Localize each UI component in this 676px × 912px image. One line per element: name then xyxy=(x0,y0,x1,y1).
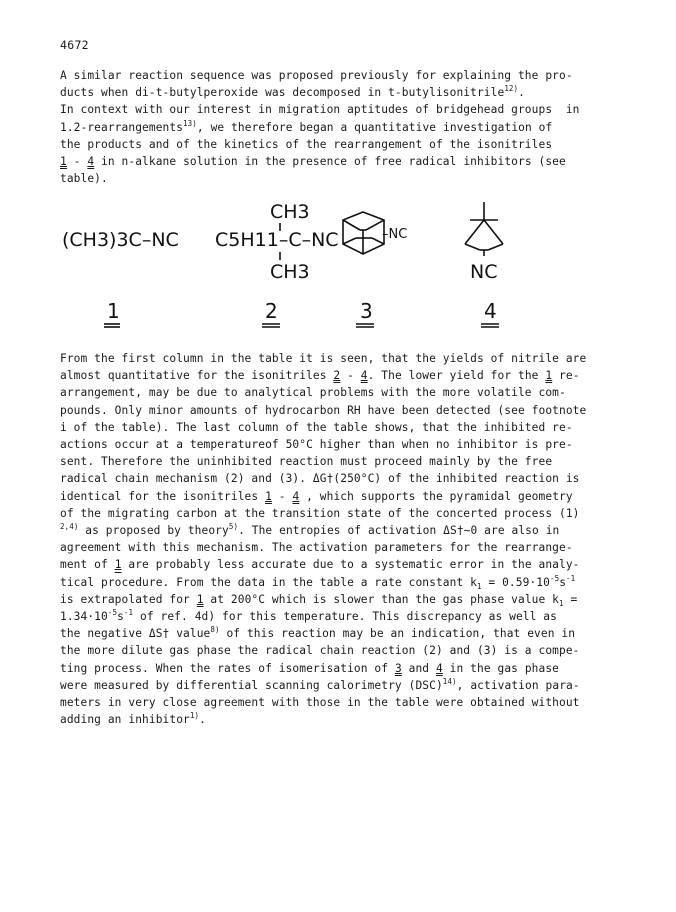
text-fragment: adding an inhibitor xyxy=(60,713,190,727)
text-fragment: ducts when di-t-butylperoxide was decomposed in t-butylisonitrile xyxy=(60,86,505,100)
text-line: actions occur at a temperatureof 50°C higher than when no inhibitor is pre- xyxy=(60,438,573,452)
compound-number: 3 xyxy=(394,661,402,675)
text-line xyxy=(60,556,626,573)
compound-number: 2 xyxy=(333,369,341,383)
structure-2-number: 2 xyxy=(265,299,278,323)
compound-number: 1 xyxy=(114,558,122,572)
text-fragment: = 0.59·10 xyxy=(481,575,550,589)
text-line: sent. Therefore the uninhibited reaction must proceed mainly by the free xyxy=(60,455,553,469)
paragraph-discussion xyxy=(60,350,626,728)
structure-3-number: 3 xyxy=(360,299,373,323)
compound-number: 4 xyxy=(87,155,95,169)
text-fragment: and xyxy=(401,661,436,675)
text-line: meters in very close agreement with those in the table were obtained without xyxy=(60,696,580,710)
text-fragment: in n-alkane solution in the presence of free radical inhibitors (see xyxy=(94,155,566,169)
structure-3-nc-label: –NC xyxy=(382,227,408,242)
text-fragment: , we therefore began a quantitative investigation of xyxy=(196,120,553,134)
text-fragment: ting process. When the rates of isomerisation of xyxy=(60,661,395,675)
text-line xyxy=(60,711,626,728)
text-fragment: almost quantitative for the isonitriles xyxy=(60,369,334,383)
text-line xyxy=(60,574,626,591)
structures-drawing xyxy=(60,190,626,340)
text-line: In context with our interest in migration aptitudes of bridgehead groups in xyxy=(60,103,580,117)
compound-number: 4 xyxy=(360,369,368,383)
text-fragment: identical for the isonitriles xyxy=(60,489,266,503)
text-fragment: - xyxy=(340,369,361,383)
text-fragment: , which supports the pyramidal geometry xyxy=(299,489,573,503)
text-line xyxy=(60,660,626,677)
text-fragment: are probably less accurate due to a systematic error in the analy- xyxy=(121,558,580,572)
text-line: agreement with this mechanism. The activation parameters for the rearrange- xyxy=(60,541,573,555)
structure-2-ch3-bottom: CH3 xyxy=(270,261,310,283)
reference-superscript: 2,4) xyxy=(60,522,79,532)
chemical-structures xyxy=(60,190,626,340)
text-line: the products and of the kinetics of the rearrangement of the isonitriles xyxy=(60,137,553,151)
text-fragment: is extrapolated for xyxy=(60,592,197,606)
structure-1-number: 1 xyxy=(107,299,120,323)
text-fragment: ment of xyxy=(60,558,115,572)
exponent: -5 xyxy=(549,573,560,583)
text-line xyxy=(60,153,626,170)
text-line xyxy=(60,608,626,625)
text-fragment: , activation para- xyxy=(456,678,580,692)
text-line: the more dilute gas phase the radical chain reaction (2) and (3) is a compe- xyxy=(60,644,580,658)
page-number: 4672 xyxy=(60,38,89,52)
structure-1-formula: (CH3)3C–NC xyxy=(62,229,179,251)
subscript: 1 xyxy=(476,581,482,591)
reference-superscript: 13) xyxy=(183,118,197,128)
text-line xyxy=(60,591,626,608)
text-fragment: re- xyxy=(552,369,580,383)
exponent: -1 xyxy=(123,608,134,618)
text-line: A similar reaction sequence was proposed previously for explaining the pro- xyxy=(60,69,573,82)
text-fragment: were measured by differential scanning calorimetry (DSC) xyxy=(60,678,443,692)
compound-number: 1 xyxy=(265,489,272,503)
compound-number: 4 xyxy=(435,661,443,675)
text-fragment: - xyxy=(271,489,293,503)
text-fragment: of this reaction may be an indication, that even in xyxy=(219,627,576,641)
adamantane-skeleton xyxy=(343,212,384,254)
reference-superscript: 8) xyxy=(210,625,220,635)
text-line: From the first column in the table it is seen, that the yields of nitrile are xyxy=(60,352,587,365)
reference-superscript: 5) xyxy=(228,522,239,532)
compound-number: 1 xyxy=(196,592,204,606)
reference-superscript: 14) xyxy=(442,676,457,686)
text-fragment: . The entropies of activation ΔS†∼0 are also in xyxy=(238,524,560,538)
text-fragment: in the gas phase xyxy=(442,661,560,675)
structure-2-ch3-top: CH3 xyxy=(270,201,310,223)
text-fragment: . xyxy=(199,713,206,727)
text-fragment: s xyxy=(117,610,124,624)
reference-superscript: 1) xyxy=(189,711,200,721)
text-fragment: 1.2-rearrangements xyxy=(60,120,184,134)
reference-superscript: 12) xyxy=(504,84,519,94)
text-fragment: - xyxy=(66,155,88,169)
text-fragment: as proposed by theory xyxy=(78,524,229,538)
text-line xyxy=(60,367,626,384)
structure-2-formula: C5H11–C–NC xyxy=(215,229,339,251)
compound-number: 4 xyxy=(292,489,300,503)
compound-number: 1 xyxy=(545,369,553,383)
text-line xyxy=(60,488,626,505)
text-line xyxy=(60,677,626,694)
text-line: of the migrating carbon at the transition state of the concerted process (1) xyxy=(60,506,580,520)
text-line: table). xyxy=(60,172,108,186)
text-line: radical chain mechanism (2) and (3). ΔG†(250°C) of the inhibited reaction is xyxy=(60,472,580,486)
text-fragment: tical procedure. From the data in the table a rate constant k xyxy=(60,575,477,589)
text-fragment: the negative ΔS† value xyxy=(60,627,211,641)
text-fragment: at 200°C which is slower than the gas phase value k xyxy=(203,592,560,606)
text-line xyxy=(60,84,626,101)
text-fragment: . xyxy=(518,86,526,100)
structure-4-nc-label: NC xyxy=(470,261,498,283)
text-line xyxy=(60,522,626,539)
text-fragment: 1.34·10 xyxy=(60,610,108,624)
bicyclic-skeleton xyxy=(465,202,503,256)
text-fragment: . The lower yield for the xyxy=(367,369,546,383)
compound-number: 1 xyxy=(60,155,67,169)
text-fragment: of ref. 4d) for this temperature. This discrepancy as well as xyxy=(133,610,557,624)
subscript: 1 xyxy=(559,598,564,608)
text-line: arrangement, may be due to analytical problems with the more volatile com- xyxy=(60,386,566,400)
text-line xyxy=(60,625,626,642)
text-line: pounds. Only minor amounts of hydrocarbon RH have been detected (see footnote xyxy=(60,403,587,417)
paragraph-intro xyxy=(60,67,626,187)
exponent: -1 xyxy=(566,573,576,583)
text-fragment: s xyxy=(559,575,567,589)
structure-4-number: 4 xyxy=(484,299,497,323)
text-line: i of the table). The last column of the table shows, that the inhibited re- xyxy=(60,420,573,434)
text-line xyxy=(60,119,626,136)
exponent: -5 xyxy=(107,608,118,618)
text-fragment: = xyxy=(563,592,578,606)
